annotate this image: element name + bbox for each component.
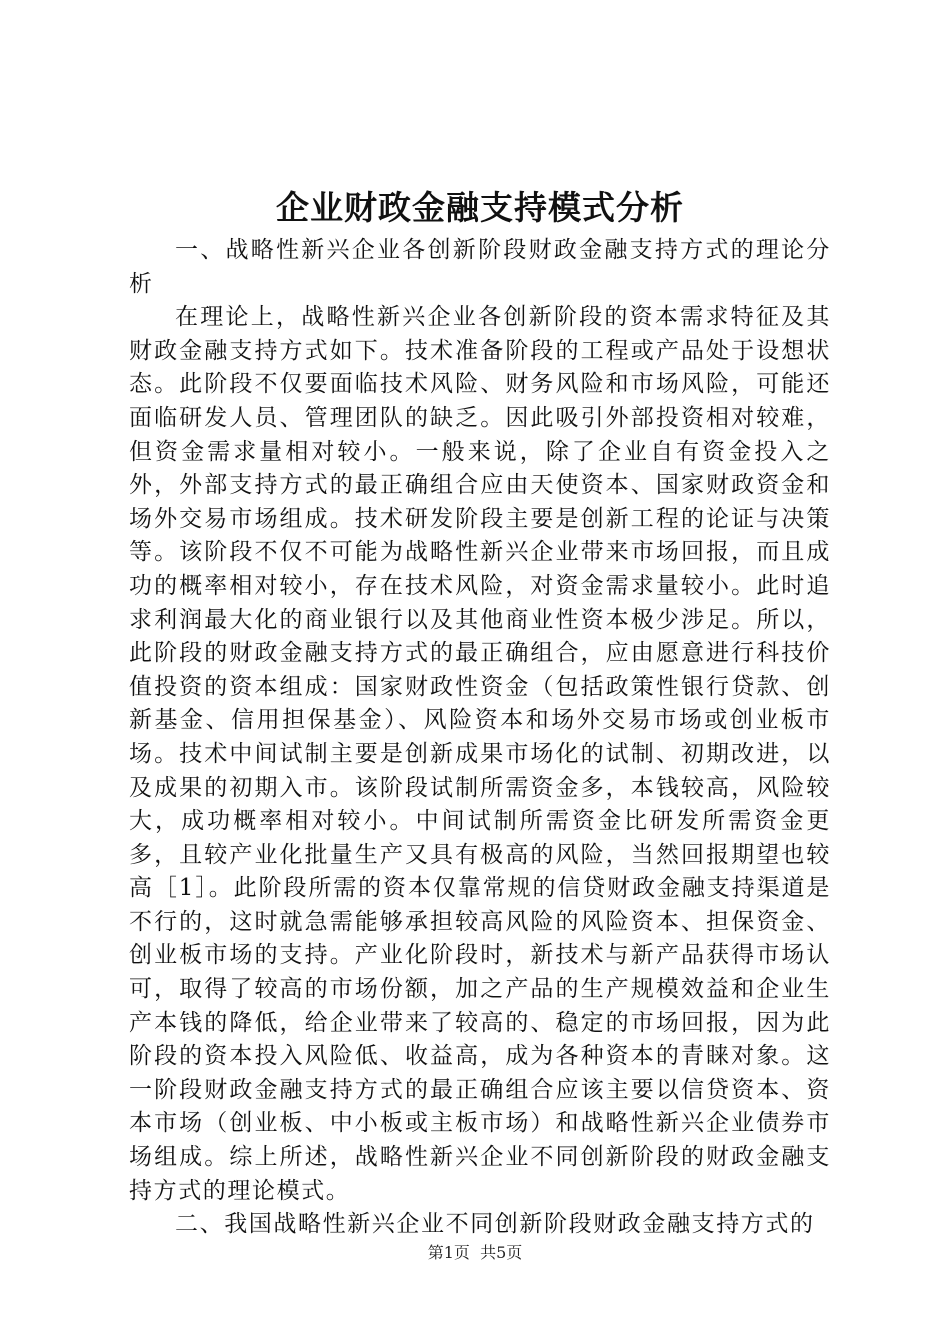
document-title: 企业财政金融支持模式分析 [276, 188, 684, 227]
page-number: 第1页 [427, 1243, 470, 1262]
page-total: 共5页 [480, 1243, 523, 1262]
body-paragraph: 在理论上，战略性新兴企业各创新阶段的资本需求特征及其财政金融支持方式如下。技术准备阶段的工程或产品处于设想状态。此阶段不仅要面临技术风险、财务风险和市场风险，可能还面临研发人员、管理团队的缺乏。因此吸引外部投资相对较难，但资金需求量相对较小。一般来说，除了企业自有资金投入之外，外部支持方式的最正确组合应由天使资本、国家财政资金和场外交易市场组成。技术研发阶段主要是创新工程的论证与决策等。该阶段不仅不可能为战略性新兴企业带来市场回报，而且成功的概率相对较小，存在技术风险，对资金需求量较小。此时追求利润最大化的商业银行以及其他商业性资本极少涉足。所以，此阶段的财政金融支持方式的最正确组合，应由愿意进行科技价值投资的资本组成：国家财政性资金（包括政策性银行贷款、创新基金、信用担保基金）、风险资本和场外交易市场或创业板市场。技术中间试制主要是创新成果市场化的试制、初期改进，以及成果的初期入市。该阶段试制所需资金多，本钱较高，风险较大，成功概率相对较小。中间试制所需资金比研发所需资金更多，且较产业化批量生产又具有极高的风险，当然回报期望也较高［1］。此阶段所需的资本仅靠常规的信贷财政金融支持渠道是不行的，这时就急需能够承担较高风险的风险资本、担保资金、创业板市场的支持。产业化阶段时，新技术与新产品获得市场认可，取得了较高的市场份额，加之产品的生产规模效益和企业生产本钱的降低，给企业带来了较高的、稳定的市场回报，因为此阶段的资本投入风险低、收益高，成为各种资本的青睐对象。这一阶段财政金融支持方式的最正确组合应该主要以信贷资本、资本市场（创业板、中小板或主板市场）和战略性新兴企业债券市场组成。综上所述，战略性新兴企业不同创新阶段的财政金融支持方式的理论模式。 [129, 304, 831, 1204]
section-heading-1: 一、战略性新兴企业各创新阶段财政金融支持方式的理论分析 [129, 237, 831, 297]
section-heading-2: 二、我国战略性新兴企业不同创新阶段财政金融支持方式的 [175, 1211, 815, 1238]
page-footer [0, 1242, 950, 1264]
document-body [129, 234, 831, 1242]
